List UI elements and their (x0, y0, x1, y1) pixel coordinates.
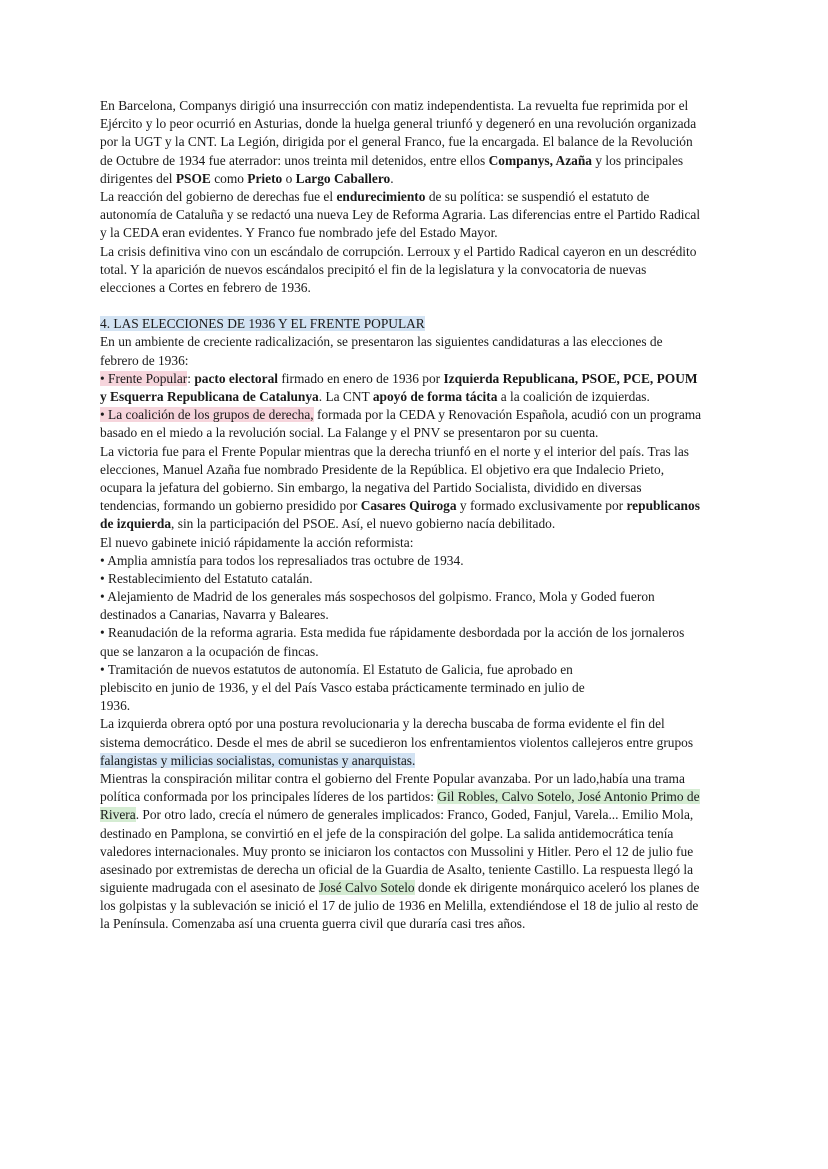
text-line: ocupara la jefatura del gobierno. Sin embargo, la negativa del Partido Socialista, dividido en diversas (100, 479, 642, 495)
bold-text: Largo Caballero (295, 170, 391, 186)
bold-text: Companys, Azaña (488, 152, 593, 168)
text-line: En Barcelona, Companys dirigió una insurrección con matiz independentista. La revuelta fue reprimida por el (100, 98, 689, 113)
text-line (100, 170, 728, 188)
text-span: : (187, 370, 195, 386)
paragraph-victory (100, 443, 728, 534)
text-span: a la coalición de izquierdas. (497, 389, 650, 404)
text-line: El nuevo gabinete inició rápidamente la acción reformista: (100, 534, 414, 550)
highlighted-text: • La coalición de los grupos de derecha, (100, 407, 314, 423)
highlighted-text: falangistas y milicias socialistas, comunistas y anarquistas. (100, 752, 416, 768)
text-span: . (390, 170, 394, 186)
highlighted-text: Gil Robles, Calvo Sotelo, José Antonio Primo de (437, 789, 700, 805)
text-span: formada por la CEDA y Renovación Española, acudió con un programa (313, 407, 702, 423)
bold-text: Casares Quiroga (360, 498, 457, 514)
text-span: y formado exclusivamente por (456, 498, 627, 514)
text-line (100, 752, 728, 770)
text-span: firmado en enero de 1936 por (277, 370, 444, 386)
highlighted-text: Rivera (100, 807, 136, 823)
text-line: basado en el miedo a la revolución social. La Falange y el PNV se presentaron por su cuenta. (100, 425, 599, 441)
text-line: valedores internacionales. Muy pronto se iniciaron los contactos con Mussolini y Hitler. Pero el 12 de julio fue (100, 843, 694, 859)
text-line (100, 497, 728, 515)
text-line (100, 879, 728, 897)
paragraph-asturias (100, 97, 728, 188)
text-span: política conformada por los principales líderes de los partidos: (100, 789, 438, 805)
text-line: autonomía de Cataluña y se redactó una nueva Ley de Reforma Agraria. Las diferencias entre el Partido Radical (100, 207, 701, 223)
spacer (100, 297, 728, 315)
list-item: • Amplia amnistía para todos los represaliados tras octubre de 1934. (100, 552, 464, 568)
text-line: febrero de 1936: (100, 352, 189, 368)
text-line: total. Y la aparición de nuevos escándalos precipitó el fin de la legislatura y la convocatoria de nuevas (100, 261, 647, 277)
text-span: , sin la participación del PSOE. Así, el nuevo gobierno nacía debilitado. (171, 516, 556, 532)
text-span: donde ek dirigente monárquico aceleró los planes de (414, 880, 700, 896)
bold-text: de izquierda (100, 516, 172, 532)
text-line: En un ambiente de creciente radicalización, se presentaron las siguientes candidaturas a las elecciones de (100, 334, 663, 350)
bold-text: Izquierda Republicana, PSOE, PCE, POUM (443, 370, 698, 386)
bold-text: endurecimiento (336, 188, 426, 204)
bold-text: apoyó de forma tácita (372, 389, 498, 404)
section-heading (100, 315, 728, 333)
text-span: . La CNT (318, 389, 373, 404)
text-line: La crisis definitiva vino con un escándalo de corrupción. Lerroux y el Partido Radical cayeron en un descrédito (100, 243, 697, 259)
text-line (100, 188, 728, 206)
text-line: la Península. Comenzaba así una cruenta guerra civil que duraría casi tres años. (100, 916, 526, 932)
paragraph-intro (100, 333, 728, 369)
list-item: que se lanzaron a la ocupación de fincas. (100, 643, 319, 659)
bullet-coalicion-derecha (100, 406, 728, 442)
text-line: Mientras la conspiración militar contra el gobierno del Frente Popular avanzaba. Por un lado,había una trama (100, 770, 685, 786)
paragraph-left-right (100, 715, 728, 770)
text-line (100, 515, 728, 533)
paragraph-crisis (100, 243, 728, 298)
text-line (100, 406, 728, 424)
text-line: destinado en Pamplona, se convirtió en el jefe de la conspiración del golpe. La salida antidemocrática tenía (100, 825, 674, 841)
text-line (100, 806, 728, 824)
text-line: sistema democrático. Desde el mes de abril se sucedieron los enfrentamientos violentos callejeros entre grupos (100, 734, 694, 750)
bold-text: y Esquerra Republicana de Catalunya (100, 389, 319, 404)
text-line: Ejército y lo peor ocurrió en Asturias, donde la huelga general triunfó y degeneró en una revolución organizada (100, 116, 697, 132)
highlighted-text: José Calvo Sotelo (318, 880, 415, 896)
list-item: • Restablecimiento del Estatuto catalán. (100, 570, 313, 586)
document-body (100, 97, 728, 934)
text-line: La victoria fue para el Frente Popular mientras que la derecha triunfó en el norte y el interior del país. Tras las (100, 443, 689, 459)
text-line: por la UGT y la CNT. La Legión, dirigida por el general Franco, fue la encargada. El balance de la Revolución (100, 134, 693, 150)
text-line (100, 388, 728, 406)
text-span: de Octubre de 1934 fue aterrador: unos treinta mil detenidos, entre ellos (100, 152, 489, 168)
text-span: siguiente madrugada con el asesinato de (100, 880, 319, 896)
text-line: los golpistas y la sublevación se inició el 17 de julio de 1936 en Melilla, extendiéndose el 18 de julio al resto de (100, 898, 699, 914)
text-span: . Por otro lado, crecía el número de generales implicados: Franco, Goded, Fanjul, Varela... Emilio Mola, (135, 807, 694, 823)
paragraph-reaction (100, 188, 728, 243)
text-span: o (282, 170, 296, 186)
text-span: La reacción del gobierno de derechas fue el (100, 188, 337, 204)
heading-text: 4. LAS ELECCIONES DE 1936 Y EL FRENTE POPULAR (100, 316, 425, 332)
text-line: elecciones a Cortes en febrero de 1936. (100, 279, 311, 295)
text-span: tendencias, formando un gobierno presidido por (100, 498, 361, 514)
bold-text: pacto electoral (194, 370, 278, 386)
text-line (100, 152, 728, 170)
highlighted-text: • Frente Popular (100, 370, 188, 386)
text-line: y la CEDA eran evidentes. Y Franco fue nombrado jefe del Estado Mayor. (100, 225, 498, 241)
paragraph-conspiracy (100, 770, 728, 934)
bold-text: republicanos (626, 498, 700, 514)
text-span: y los principales (592, 152, 684, 168)
list-item: 1936. (100, 698, 131, 714)
text-line: asesinado por extremistas de derecha un oficial de la Guardia de Asalto, teniente Castillo. La respuesta llegó la (100, 861, 694, 877)
text-line (100, 788, 728, 806)
text-line: La izquierda obrera optó por una postura revolucionaria y la derecha buscaba de forma evidente el fin del (100, 716, 665, 732)
list-item: plebiscito en junio de 1936, y el del País Vasco estaba prácticamente terminado en julio de (100, 680, 585, 695)
text-line (100, 370, 728, 388)
text-line: elecciones, Manuel Azaña fue nombrado Presidente de la República. El objetivo era que Indalecio Prieto, (100, 461, 665, 477)
bullet-frente-popular (100, 370, 728, 406)
text-span: de su política: se suspendió el estatuto de (425, 188, 650, 204)
text-span: como (210, 170, 248, 186)
list-item: • Reanudación de la reforma agraria. Esta medida fue rápidamente desbordada por la acción de los jornaleros (100, 625, 685, 641)
list-item: • Tramitación de nuevos estatutos de autonomía. El Estatuto de Galicia, fue aprobado en (100, 661, 573, 677)
text-span: dirigentes del (100, 170, 176, 186)
list-item: • Alejamiento de Madrid de los generales más sospechosos del golpismo. Franco, Mola y Goded fueron (100, 589, 655, 605)
bold-text: Prieto (247, 170, 283, 186)
reform-list (100, 552, 728, 716)
bold-text: PSOE (175, 170, 211, 186)
list-item: destinados a Canarias, Navarra y Baleares. (100, 607, 329, 623)
